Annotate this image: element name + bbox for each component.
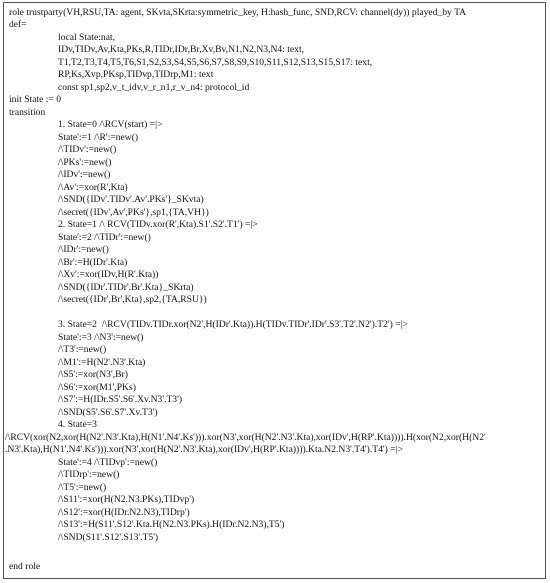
code-line: /\S7':=H(IDr.S5'.S6'.Xv.N3'.T3') <box>58 394 183 405</box>
code-line: /\S13':=H(S11'.S12'.Kta.H(N2.N3.PKs).H(IDr.N2.N3),T5') <box>58 519 285 530</box>
code-line: /\Br':=H(IDr'.Kta) <box>58 257 128 268</box>
code-line: /\SND(S5'.S6'.S7'.Xv.T3') <box>58 407 158 418</box>
end-role-line: end role <box>9 561 41 572</box>
code-lines <box>4 3 545 578</box>
code-line: /\S12':=xor(H(IDr.N2.N3),TIDrp') <box>58 507 190 518</box>
code-line: /\IDr':=new() <box>58 244 109 255</box>
step-4-header: 4. State=3 <box>58 419 97 430</box>
code-line: /\IDv':=new() <box>58 169 111 180</box>
init-state-line: init State := 0 <box>9 94 62 105</box>
transition-line: transition <box>9 107 46 118</box>
local-decl-line: local State:nat, <box>58 32 116 43</box>
role-header-line: role trustparty(VH,RSU,TA: agent, SKvta,SKrta:symmetric_key, H:hash_func, SND,RCV: channel(dy)) played_by TA <box>9 7 467 18</box>
code-line: /\secret({IDv',Av',PKs'},sp1,{TA,VH}) <box>58 207 209 218</box>
step-2-header: 2. State=1 /\ RCV(TIDv.xor(R',Kta).S1'.S2'.T1') =|> <box>58 219 258 230</box>
const-decl-line: const sp1,sp2,v_t_idv,v_r_n1,r_v_n4: protocol_id <box>58 82 250 93</box>
long-rcv-line-1: /\RCV(xor(N2,xor(H(N2'.N3'.Kta),H(N1'.N4'.Ks'))).xor(N3',xor(H(N2'.N3'.Kta),xor(IDv',H(RP'.Kta)))).H(xor(N2,xor(H(N2' <box>5 432 486 443</box>
code-line: State':=4 /\TIDvp':=new() <box>58 457 158 468</box>
def-line: def= <box>9 19 27 30</box>
code-line: /\S6':=xor(M1',PKs) <box>58 382 136 393</box>
code-document <box>3 2 546 579</box>
code-line: /\T3':=new() <box>58 344 107 355</box>
step-1-header: 1. State=0 /\RCV(start) =|> <box>58 119 163 130</box>
text-decl-line-1: IDv,TIDv,Av,Kta,PKs,R,TIDr,IDr,Br,Xv,Bv,N1,N2,N3,N4: text, <box>58 44 305 55</box>
code-line: /\secret({IDr',Br',Kta},sp2,{TA,RSU}) <box>58 294 207 305</box>
code-line: /\SND({IDr'.TIDr'.Br'.Kta}_SKrta) <box>58 282 194 293</box>
long-rcv-line-2: .N3'.Kta),H(N1'.N4'.Ks'))).xor(N3',xor(H(N2'.N3'.Kta),xor(IDv',H(RP'.Kta)))).Kta.N2.N3'.T4').T4') =|> <box>5 444 403 455</box>
text-decl-line-3: RP,Ks,Xvp,PKsp,TIDvp,TIDrp,M1: text <box>58 69 214 80</box>
code-line: /\S11':=xor(H(N2.N3.PKs),TIDvp') <box>58 494 195 505</box>
text-decl-line-2: T1,T2,T3,T4,T5,T6,S1,S2,S3,S4,S5,S6,S7,S8,S9,S10,S11,S12,S13,S15,S17: text, <box>58 57 373 68</box>
code-line: State':=2 /\TIDr':=new() <box>58 232 151 243</box>
step-3-header: 3. State=2 /\RCV(TIDv.TIDr.xor(N2',H(IDr'.Kta)).H(TIDv.TIDr'.IDr'.S3'.T2'.N2').T2') =|> <box>58 319 408 330</box>
code-line: /\TIDrp':=new() <box>58 469 120 480</box>
code-line: /\PKs':=new() <box>58 157 112 168</box>
code-line: /\SND({IDv'.TIDv'.Av'.PKs'}_SKvta) <box>58 194 204 205</box>
code-line: /\M1':=H(N2'.N3'.Kta) <box>58 357 146 368</box>
code-line: /\T5':=new() <box>58 482 107 493</box>
code-line: State':=1 /\R':=new() <box>58 132 139 143</box>
code-line: /\Av':=xor(R',Kta) <box>58 182 128 193</box>
code-line: /\SND(S11'.S12'.S13'.T5') <box>58 532 159 543</box>
code-line: /\TIDv':=new() <box>58 144 117 155</box>
code-line: State':=3 /\N3':=new() <box>58 332 144 343</box>
code-line: /\Xv':=xor(IDv,H(R'.Kta)) <box>58 269 159 280</box>
code-line: /\S5':=xor(N3',Br) <box>58 369 128 380</box>
